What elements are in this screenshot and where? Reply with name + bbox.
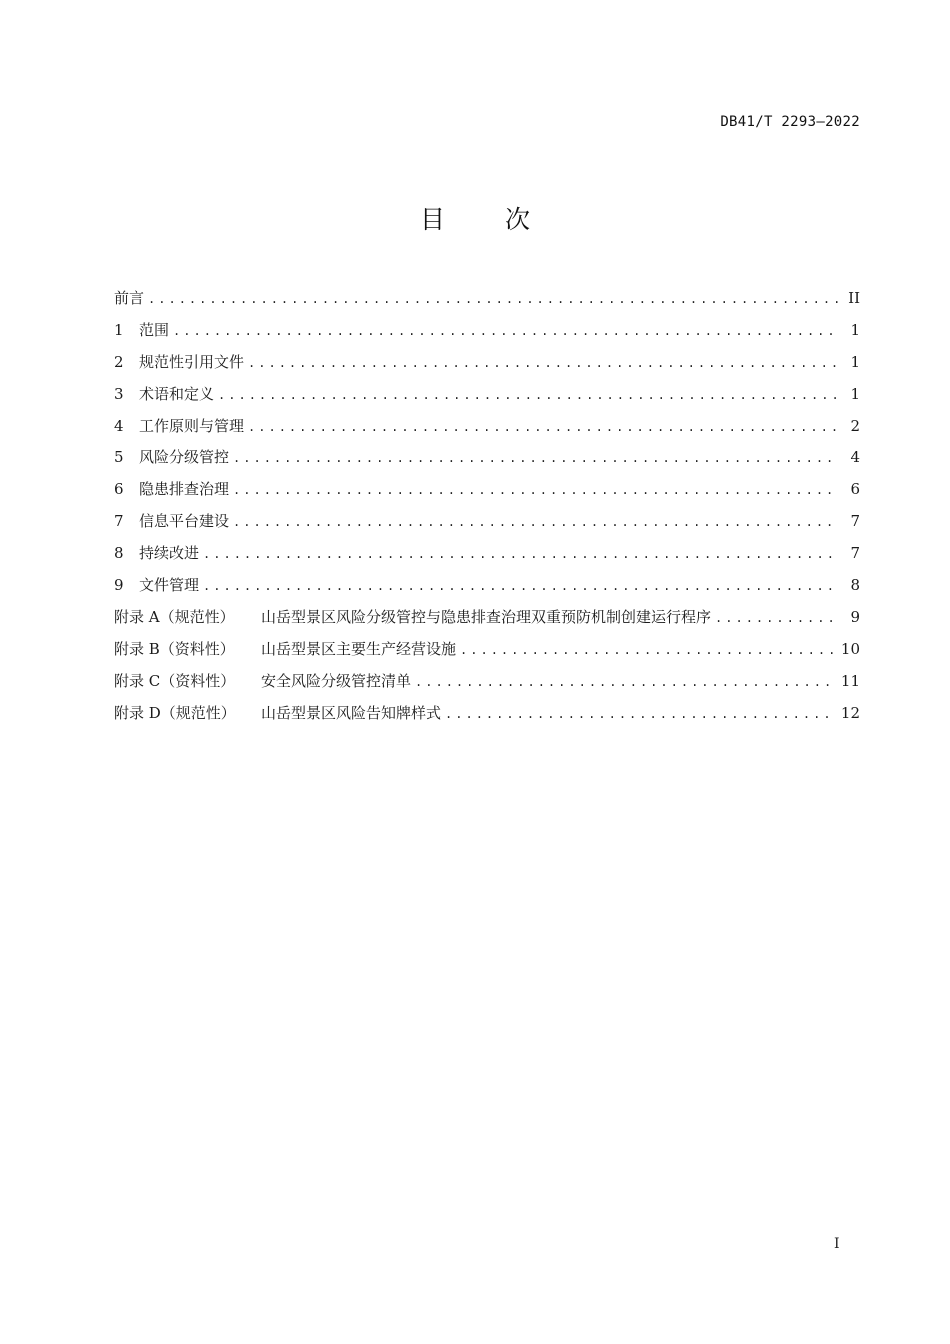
toc-entry-9[interactable] bbox=[114, 573, 860, 605]
toc-entry-title: 持续改进 bbox=[139, 544, 200, 563]
toc-entry-title: 山岳型景区主要生产经营设施 bbox=[261, 639, 457, 658]
toc-dot-leader bbox=[173, 319, 838, 343]
toc-entry-page: 6 bbox=[850, 480, 860, 499]
toc-entry-appendix-c[interactable] bbox=[114, 669, 860, 701]
toc-entry-page: 12 bbox=[840, 703, 860, 722]
toc-dot-leader bbox=[248, 415, 838, 439]
toc-dot-leader bbox=[715, 606, 838, 630]
toc-dot-leader bbox=[445, 702, 835, 726]
toc-dot-leader bbox=[460, 638, 835, 662]
toc-entry-number: 2 bbox=[114, 352, 124, 371]
toc-entry-number: 5 bbox=[114, 448, 124, 467]
toc-entry-4[interactable] bbox=[114, 414, 860, 446]
toc-entry-number: 1 bbox=[114, 320, 124, 339]
toc-entry-number: 7 bbox=[114, 512, 124, 531]
toc-entry-title: 山岳型景区风险告知牌样式 bbox=[261, 703, 442, 722]
toc-dot-leader bbox=[218, 383, 838, 407]
toc-entry-title: 工作原则与管理 bbox=[139, 416, 245, 435]
toc-entry-title: 规范性引用文件 bbox=[139, 352, 245, 371]
toc-appendix-label: 附录 D（规范性） bbox=[114, 703, 236, 722]
toc-entry-title: 山岳型景区风险分级管控与隐患排查治理双重预防机制创建运行程序 bbox=[261, 607, 712, 626]
toc-entry-appendix-d[interactable] bbox=[114, 701, 860, 733]
toc-entry-3[interactable] bbox=[114, 382, 860, 414]
toc-entry-appendix-b[interactable] bbox=[114, 637, 860, 669]
toc-entry-title: 风险分级管控 bbox=[139, 448, 230, 467]
toc-entry-title: 隐患排查治理 bbox=[139, 480, 230, 499]
toc-entry-6[interactable] bbox=[114, 477, 860, 509]
toc-dot-leader bbox=[148, 287, 838, 311]
toc-entry-title: 文件管理 bbox=[139, 576, 200, 595]
toc-entry-title: 信息平台建设 bbox=[139, 512, 230, 531]
toc-entry-page: 7 bbox=[850, 544, 860, 563]
toc-entry-page: 2 bbox=[850, 416, 860, 435]
toc-entry-number: 9 bbox=[114, 576, 124, 595]
toc-appendix-label: 附录 A（规范性） bbox=[114, 607, 235, 626]
toc-entry-title: 安全风险分级管控清单 bbox=[261, 671, 412, 690]
toc-entry-page: 1 bbox=[850, 352, 860, 371]
toc-entry-1[interactable] bbox=[114, 318, 860, 350]
toc-entry-page: 11 bbox=[840, 671, 860, 690]
page-title: 目次 bbox=[419, 205, 590, 234]
toc-entry-5[interactable] bbox=[114, 445, 860, 477]
toc-appendix-label: 附录 B（资料性） bbox=[114, 639, 235, 658]
toc-entry-foreword[interactable] bbox=[114, 286, 860, 318]
toc-dot-leader bbox=[415, 670, 835, 694]
toc-entry-page: 1 bbox=[850, 320, 860, 339]
toc-entry-title: 术语和定义 bbox=[139, 384, 215, 403]
toc-entry-title: 前言 bbox=[114, 289, 145, 307]
toc-entry-8[interactable] bbox=[114, 541, 860, 573]
toc-entry-page: 9 bbox=[850, 607, 860, 626]
toc-entry-page: 1 bbox=[850, 384, 860, 403]
toc-entry-number: 3 bbox=[114, 384, 124, 403]
toc-dot-leader bbox=[233, 510, 838, 534]
toc-entry-title: 范围 bbox=[139, 320, 170, 339]
table-of-contents bbox=[114, 286, 860, 732]
toc-entry-page: II bbox=[848, 289, 860, 307]
toc-entry-number: 6 bbox=[114, 480, 124, 499]
toc-dot-leader bbox=[248, 351, 838, 375]
toc-entry-appendix-a[interactable] bbox=[114, 605, 860, 637]
toc-entry-number: 4 bbox=[114, 416, 124, 435]
toc-dot-leader bbox=[203, 574, 838, 598]
toc-entry-page: 10 bbox=[840, 639, 860, 658]
page-number: I bbox=[834, 1236, 840, 1252]
toc-appendix-label: 附录 C（资料性） bbox=[114, 671, 236, 690]
toc-dot-leader bbox=[203, 542, 838, 566]
toc-entry-2[interactable] bbox=[114, 350, 860, 382]
toc-entry-page: 8 bbox=[850, 576, 860, 595]
toc-dot-leader bbox=[233, 446, 838, 470]
toc-dot-leader bbox=[233, 478, 838, 502]
standard-code: DB41/T 2293—2022 bbox=[720, 114, 860, 130]
toc-entry-7[interactable] bbox=[114, 509, 860, 541]
toc-entry-page: 4 bbox=[850, 448, 860, 467]
toc-entry-page: 7 bbox=[850, 512, 860, 531]
toc-entry-number: 8 bbox=[114, 544, 124, 563]
